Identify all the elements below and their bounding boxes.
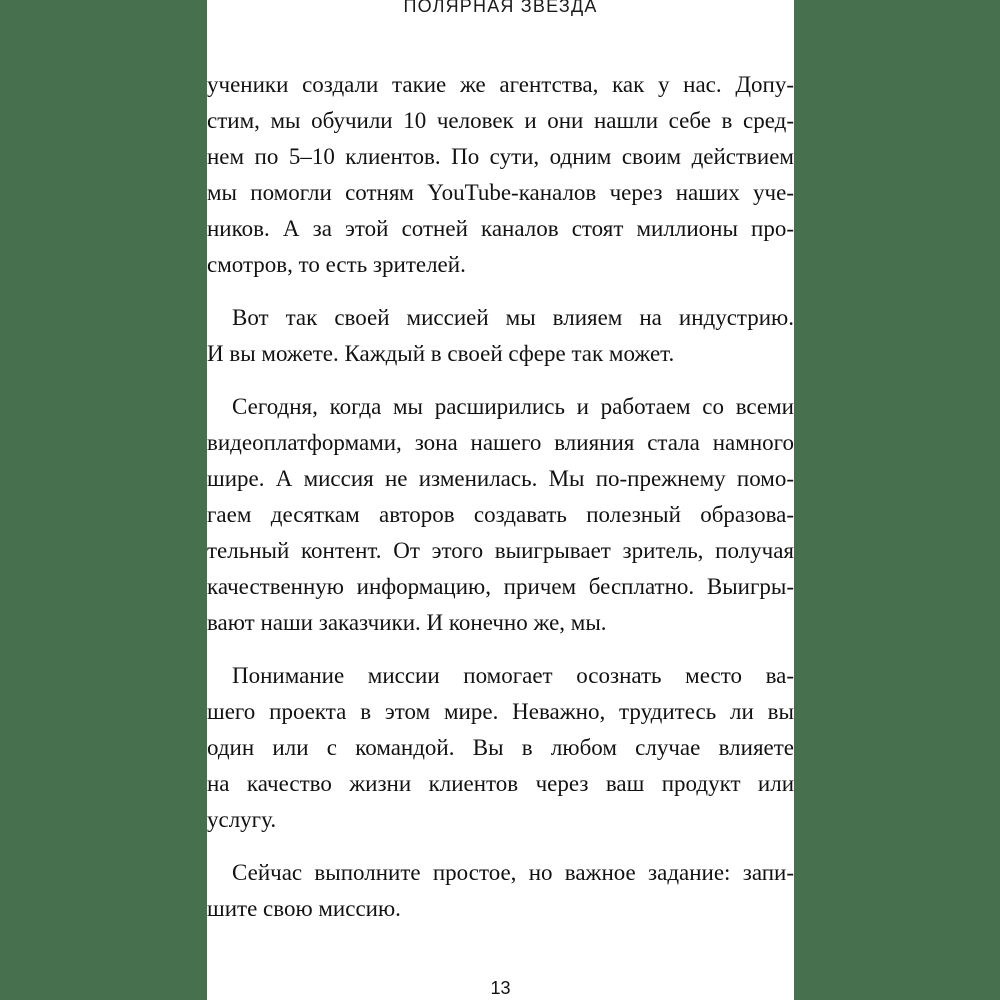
page-number: 13 xyxy=(490,978,511,998)
paragraph xyxy=(207,67,794,283)
body-text xyxy=(207,67,794,927)
text-line: мы помогли сотням YouTube-каналов через наших уче- xyxy=(207,180,794,205)
text-line: Вот так своей миссией мы влияем на индустрию. xyxy=(232,305,794,330)
text-line: Понимание миссии помогает осознать место ва- xyxy=(232,663,794,688)
text-line: Сегодня, когда мы расширились и работаем со всеми xyxy=(232,394,794,419)
right-margin-bar xyxy=(794,0,1000,1000)
text-line: смотров, то есть зрителей. xyxy=(207,252,466,277)
text-line: И вы можете. Каждый в своей сфере так может. xyxy=(207,341,675,366)
text-line: видеоплатформами, зона нашего влияния стала намного xyxy=(207,430,794,455)
text-line: Сейчас выполните простое, но важное задание: запи- xyxy=(232,860,794,885)
left-margin-bar xyxy=(0,0,207,1000)
text-line: услугу. xyxy=(207,807,277,832)
text-line: стим, мы обучили 10 человек и они нашли себе в сред- xyxy=(207,108,794,133)
paragraph xyxy=(207,658,794,838)
text-line: шего проекта в этом мире. Неважно, трудитесь ли вы xyxy=(207,699,794,724)
book-page xyxy=(207,0,794,1000)
paragraph xyxy=(207,300,794,372)
paragraph xyxy=(207,389,794,641)
text-line: качественную информацию, причем бесплатно. Выигры- xyxy=(207,574,794,599)
running-head: ПОЛЯРНАЯ ЗВЕЗДА xyxy=(403,0,598,16)
text-line: тельный контент. От этого выигрывает зритель, получая xyxy=(207,538,794,563)
paragraph xyxy=(207,855,794,927)
text-line: вают наши заказчики. И конечно же, мы. xyxy=(207,610,607,635)
text-line: нем по 5–10 клиентов. По сути, одним своим действием xyxy=(207,144,794,169)
text-line: ников. А за этой сотней каналов стоят миллионы про- xyxy=(207,216,794,241)
text-line: шите свою миссию. xyxy=(207,896,401,921)
text-line: гаем десяткам авторов создавать полезный образова- xyxy=(207,502,794,527)
text-line: один или с командой. Вы в любом случае влияете xyxy=(207,735,794,760)
text-line: шире. А миссия не изменилась. Мы по-прежнему помо- xyxy=(207,466,794,491)
text-line: на качество жизни клиентов через ваш продукт или xyxy=(207,771,794,796)
text-line: ученики создали такие же агентства, как у нас. Допу- xyxy=(207,72,794,97)
